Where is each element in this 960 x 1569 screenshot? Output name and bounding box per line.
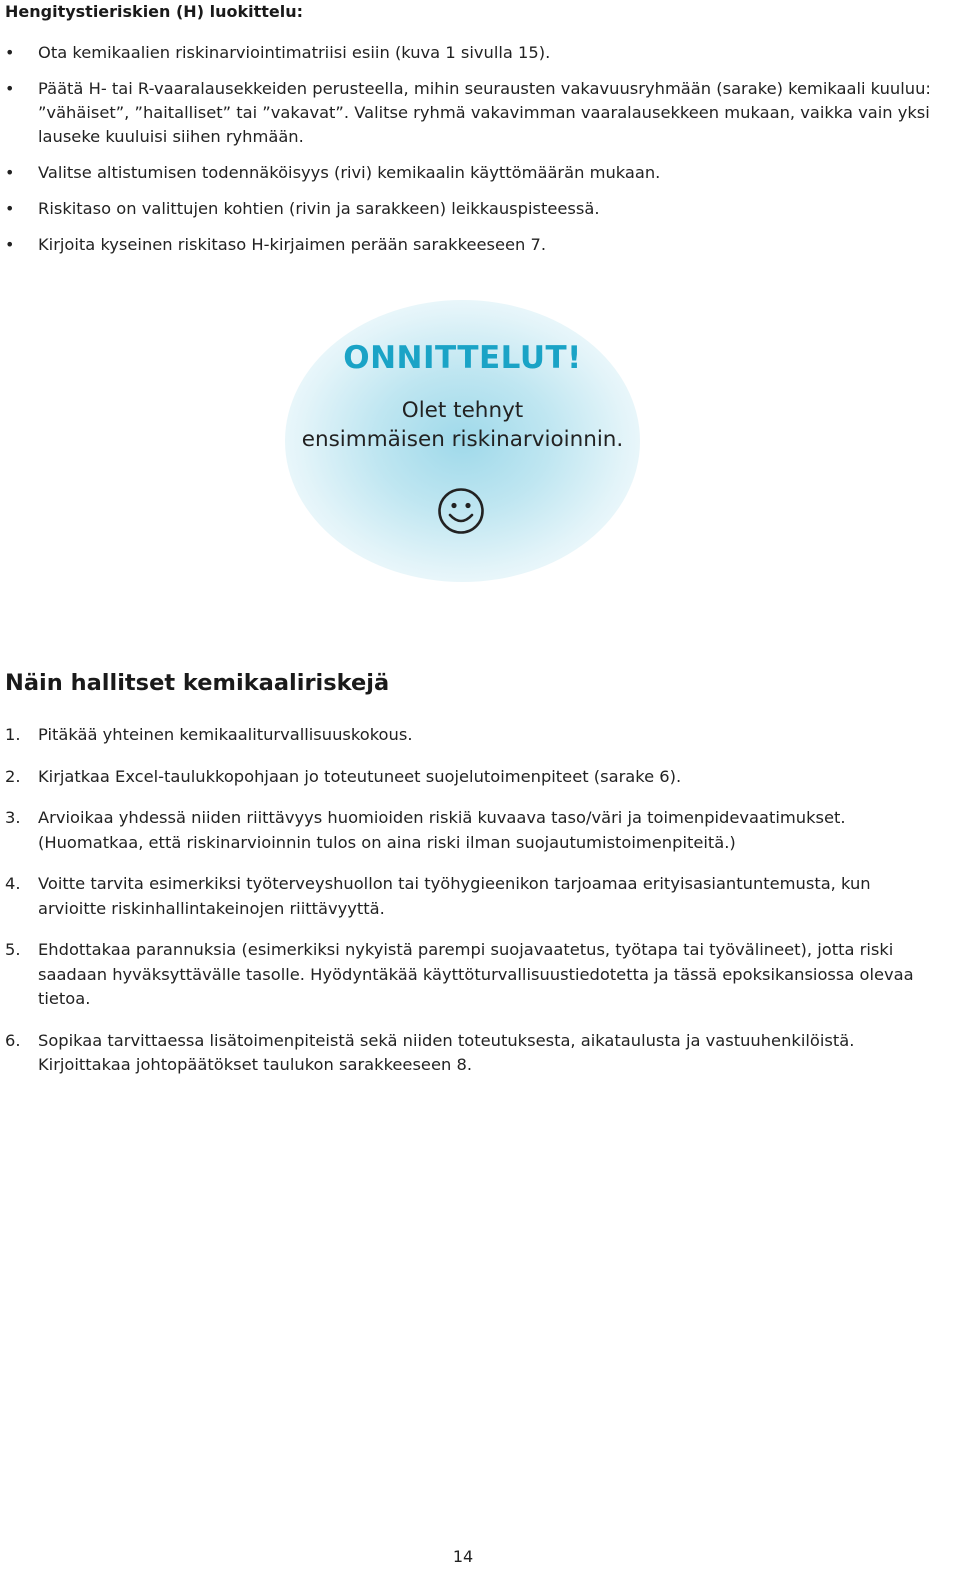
congratulations-badge bbox=[285, 300, 640, 582]
step-text: Pitäkää yhteinen kemikaaliturvallisuuskokous. bbox=[38, 725, 413, 744]
list-item: • Kirjoita kyseinen riskitaso H-kirjaimen perään sarakkeeseen 7. bbox=[0, 233, 960, 257]
step-text: Arvioikaa yhdessä niiden riittävyys huomioiden riskiä kuvaava taso/väri ja toimenpidevaatimukset. (Huomatkaa, että riskinarvioinnin tulos on aina riski ilman suojautumistoimenpiteitä.) bbox=[38, 808, 846, 852]
list-item bbox=[0, 872, 898, 921]
list-item bbox=[0, 938, 953, 1012]
step-number: 5. bbox=[5, 940, 21, 959]
list-item: • Valitse altistumisen todennäköisyys (rivi) kemikaalin käyttömäärän mukaan. bbox=[0, 161, 960, 185]
step-text: Voitte tarvita esimerkiksi työterveyshuollon tai työhygieenikon tarjoamaa erityisasiantuntemusta, kun arvioitte riskinhallintakeinojen riittävyyttä. bbox=[38, 874, 871, 918]
smiley-icon bbox=[437, 487, 485, 535]
list-item bbox=[0, 806, 898, 855]
section-heading: Hengitystieriskien (H) luokittelu: bbox=[5, 2, 303, 21]
step-text: Ehdottakaa parannuksia (esimerkiksi nykyistä parempi suojavaatetus, työtapa tai työvälineet), jotta riski saadaan hyväksyttävälle tasolle. Hyödyntäkää käyttöturvallisuustiedotetta ja tässä epoksikansiossa olevaa tietoa. bbox=[38, 940, 914, 1008]
list-item bbox=[0, 723, 960, 748]
step-text: Sopikaa tarvittaessa lisätoimenpiteistä sekä niiden toteutuksesta, aikataulusta ja vastuuhenkilöistä. Kirjoittakaa johtopäätökset taulukon sarakkeeseen 8. bbox=[38, 1030, 855, 1074]
instruction-list bbox=[0, 41, 960, 269]
list-item: • Riskitaso on valittujen kohtien (rivin ja sarakkeen) leikkauspisteessä. bbox=[0, 197, 960, 221]
list-item: • Päätä H- tai R-vaaralausekkeiden perusteella, mihin seurausten vakavuusryhmään (sarake) kemikaali kuuluu: ”vähäiset”, ”haitalliset” tai ”vakavat”. Valitse ryhmä vakavimman vaaralausekkeen mukaan, vaikka vain yksi lauseke kuuluisi siihen ryhmään. bbox=[0, 77, 958, 149]
list-item: • Ota kemikaalien riskinarviointimatriisi esiin (kuva 1 sivulla 15). bbox=[0, 41, 960, 65]
congratulations-title: ONNITTELUT! bbox=[343, 340, 582, 376]
step-text: Kirjatkaa Excel-taulukkopohjaan jo toteutuneet suojelutoimenpiteet (sarake 6). bbox=[38, 766, 682, 786]
list-item bbox=[0, 1029, 918, 1078]
steps-list bbox=[0, 723, 960, 1095]
step-number: 4. bbox=[5, 874, 21, 893]
step-number: 3. bbox=[5, 808, 21, 827]
step-number: 1. bbox=[5, 725, 21, 744]
step-number: 2. bbox=[5, 766, 21, 786]
congratulations-line-1: Olet tehnyt bbox=[401, 398, 524, 423]
step-number: 6. bbox=[5, 1030, 21, 1050]
page-number: 14 bbox=[452, 1547, 474, 1566]
list-item bbox=[0, 765, 960, 790]
manage-heading: Näin hallitset kemikaaliriskejä bbox=[5, 670, 390, 696]
congratulations-message bbox=[285, 396, 640, 454]
congratulations-line-2: ensimmäisen riskinarvioinnin. bbox=[301, 427, 624, 452]
